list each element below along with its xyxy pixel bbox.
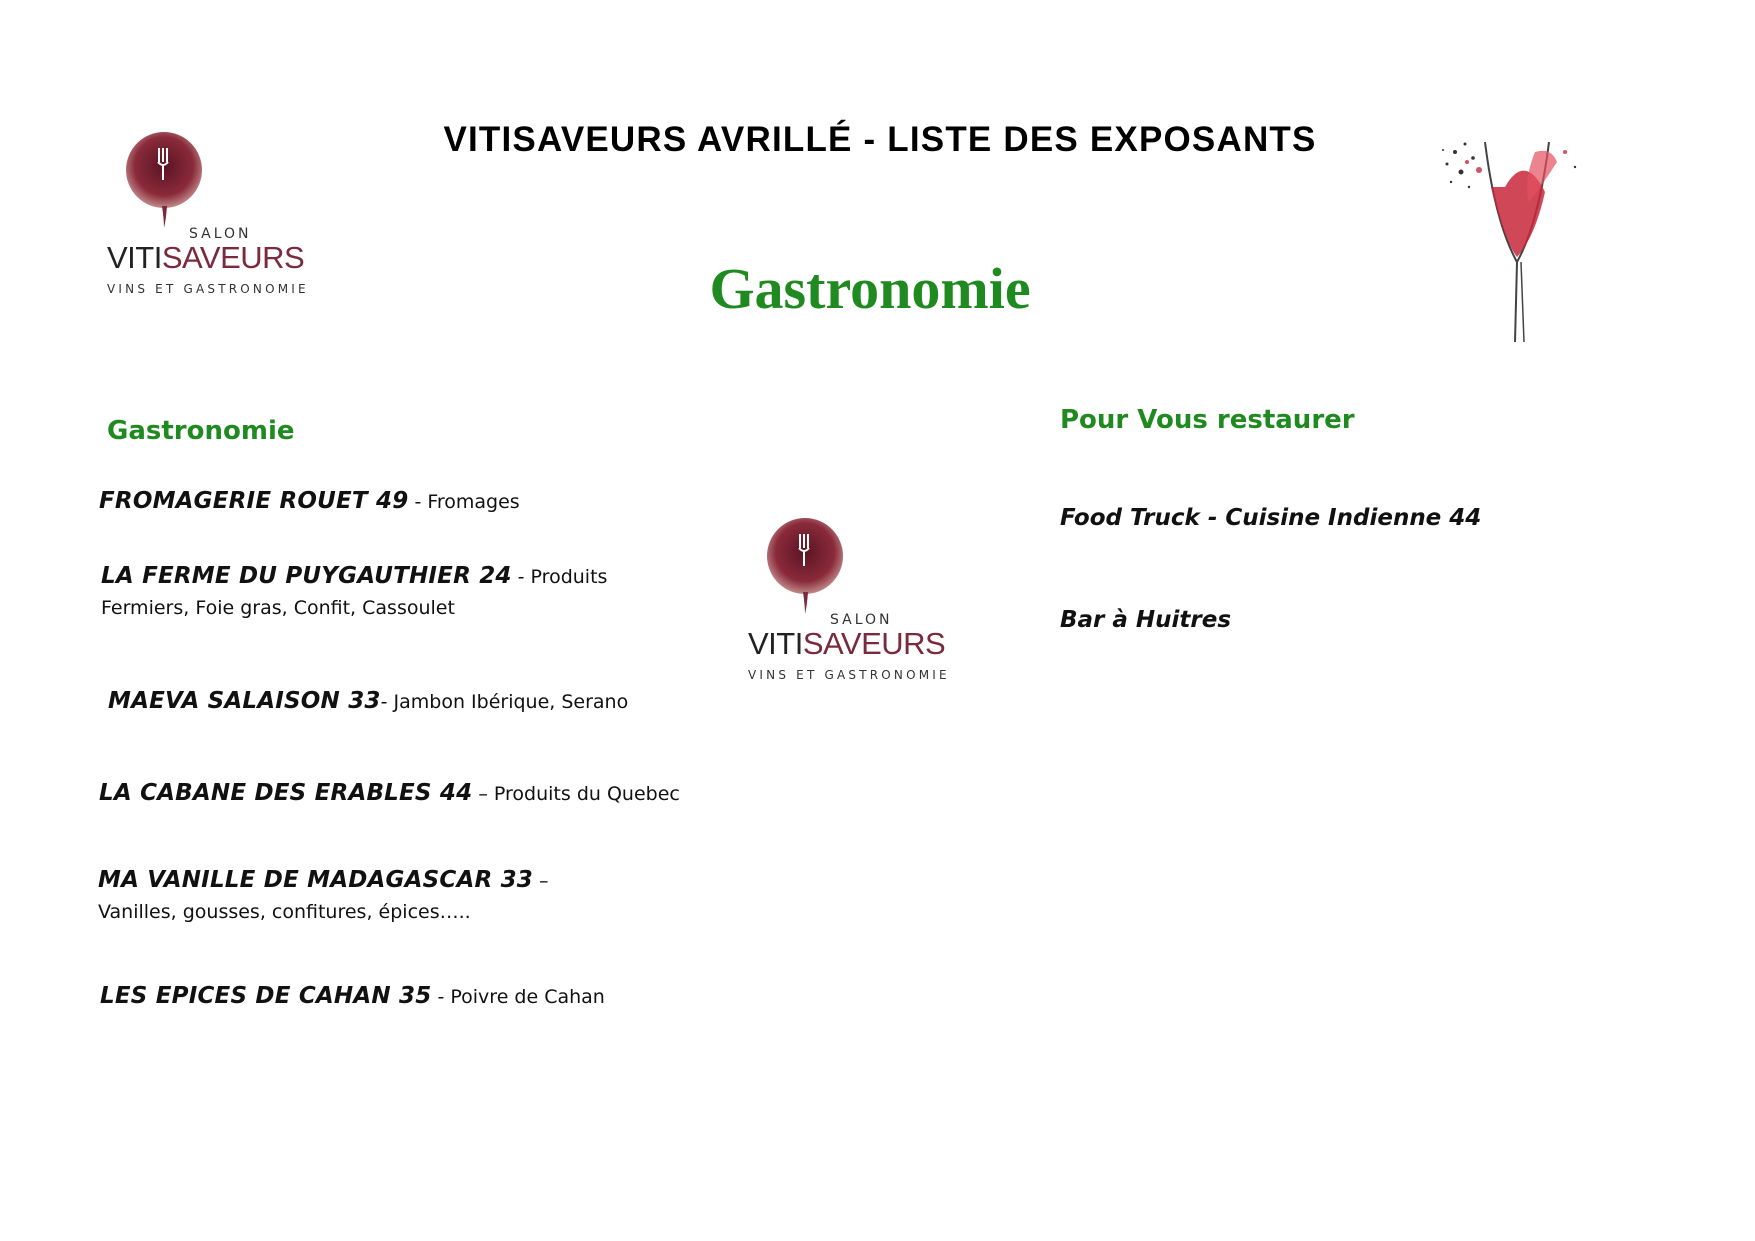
- exhibitor-name: MAEVA SALAISON 33: [108, 688, 381, 714]
- wine-glass-splash-icon: [1425, 92, 1605, 352]
- logo-brand-saveurs: SAVEURS: [802, 626, 946, 661]
- vitisaveurs-logo-top: [107, 130, 322, 300]
- food-item: Bar à Huitres: [1060, 607, 1232, 633]
- list-item: [100, 981, 700, 1013]
- logo-brand-text: [107, 240, 304, 276]
- logo-salon-text: SALON: [189, 226, 252, 242]
- exhibitor-desc: – Produits du Quebec: [472, 783, 680, 805]
- document-subtitle: Gastronomie: [709, 256, 1031, 321]
- vitisaveurs-logo-center: [748, 516, 963, 686]
- list-item: [99, 486, 659, 518]
- list-item: [98, 865, 618, 928]
- document-title: VITISAVEURS AVRILLÉ - LISTE DES EXPOSANTS: [443, 120, 1317, 159]
- wine-drop-fork-icon: [107, 130, 322, 230]
- logo-brand-saveurs: SAVEURS: [161, 240, 305, 275]
- logo-tagline-text: VINS ET GASTRONOMIE: [748, 668, 950, 682]
- gastronomie-heading: Gastronomie: [107, 416, 295, 446]
- list-item: [101, 561, 611, 624]
- exhibitor-desc: – Vanilles, gousses, confitures, épices…..: [98, 870, 549, 923]
- food-item: Food Truck - Cuisine Indienne 44: [1060, 505, 1482, 531]
- exhibitor-name: LES EPICES DE CAHAN 35: [100, 983, 432, 1009]
- exhibitor-desc: - Fromages: [408, 491, 520, 513]
- logo-brand-viti: VITI: [107, 240, 162, 275]
- wine-glass-illustration: [1425, 92, 1605, 352]
- exhibitor-name: MA VANILLE DE MADAGASCAR 33: [98, 867, 534, 893]
- wine-drop-fork-icon: [748, 516, 963, 616]
- list-item: [108, 686, 668, 718]
- logo-tagline-text: VINS ET GASTRONOMIE: [107, 282, 309, 296]
- logo-brand-text: [748, 626, 945, 662]
- exhibitor-name: LA FERME DU PUYGAUTHIER 24: [101, 563, 512, 589]
- exhibitor-name: FROMAGERIE ROUET 49: [99, 488, 409, 514]
- exhibitor-name: LA CABANE DES ERABLES 44: [99, 780, 473, 806]
- list-item: [99, 778, 699, 810]
- exhibitor-desc: - Poivre de Cahan: [431, 986, 605, 1008]
- logo-brand-viti: VITI: [748, 626, 803, 661]
- exhibitor-desc: - Produits Fermiers, Foie gras, Confit, Cassoulet: [101, 566, 608, 619]
- restaurer-heading: Pour Vous restaurer: [1060, 405, 1355, 435]
- logo-salon-text: SALON: [830, 612, 893, 628]
- exhibitor-desc: - Jambon Ibérique, Serano: [380, 691, 629, 713]
